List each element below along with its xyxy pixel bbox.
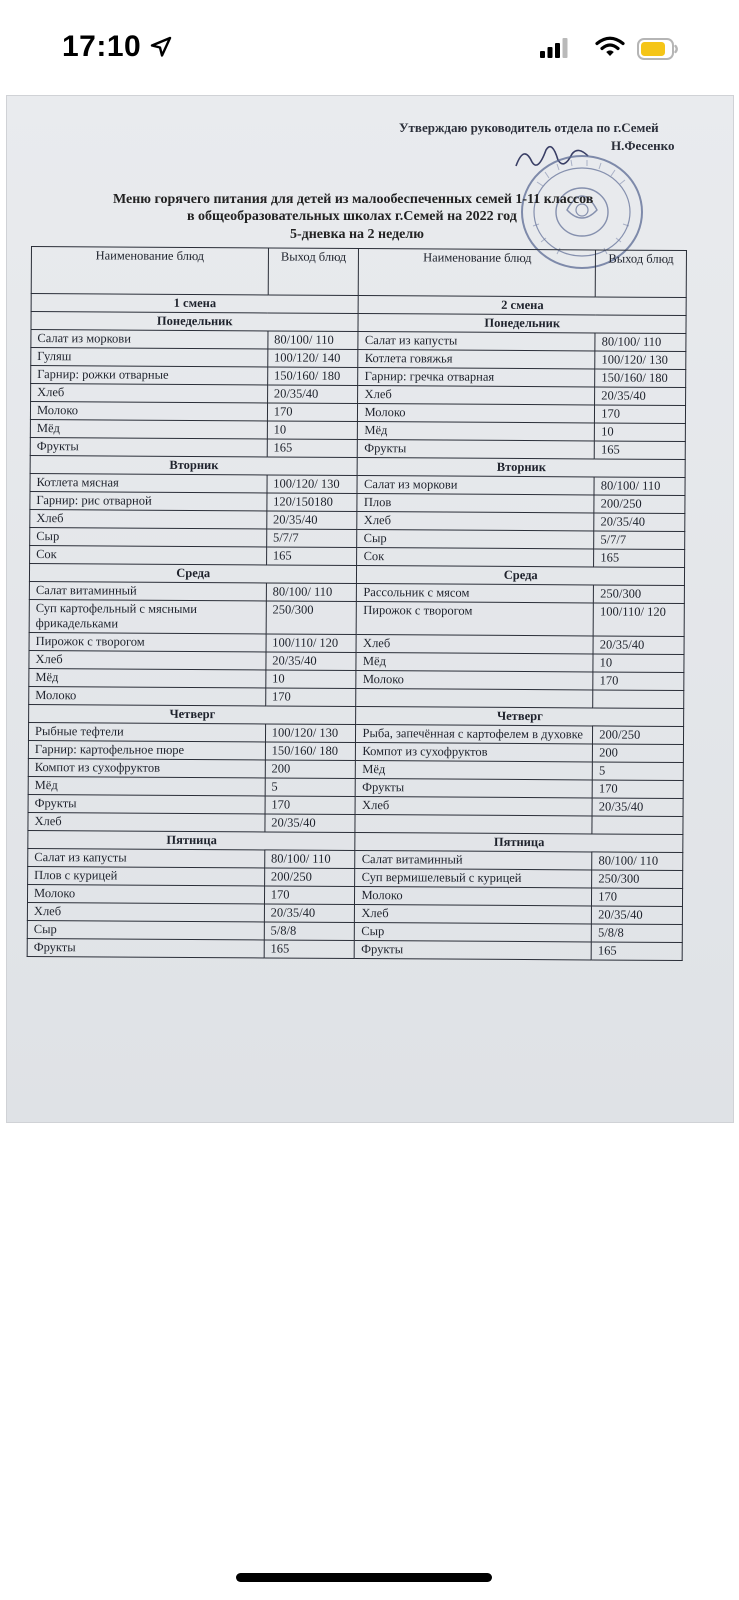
dish-name-cell: Мёд <box>358 422 595 441</box>
dish-name-cell: Компот из сухофруктов <box>28 758 265 777</box>
dish-name-cell: Молоко <box>358 404 595 423</box>
dish-output-cell: 20/35/40 <box>265 814 356 833</box>
dish-output-cell: 20/35/40 <box>595 387 686 406</box>
dish-name-cell: Хлеб <box>358 386 595 405</box>
dish-output-cell: 165 <box>264 940 355 959</box>
dish-output-cell: 100/120/ 130 <box>265 724 356 743</box>
dish-output-cell: 200/250 <box>594 495 685 514</box>
dish-output-cell: 170 <box>592 888 683 907</box>
dish-output-cell: 80/100/ 110 <box>592 852 683 871</box>
dish-name-cell: Сыр <box>27 920 264 939</box>
dish-output-cell: 80/100/ 110 <box>264 850 355 869</box>
dish-output-cell: 150/160/ 180 <box>265 742 356 761</box>
dish-output-cell: 250/300 <box>266 601 357 635</box>
dish-output-cell: 80/100/ 110 <box>268 331 359 350</box>
dish-name-cell: Сыр <box>355 922 592 941</box>
dish-name-cell: Рыбные тефтели <box>28 722 265 741</box>
dish-output-cell: 20/35/40 <box>592 798 683 817</box>
dish-name-cell: Мёд <box>356 652 593 671</box>
shift-2-label: 2 смена <box>359 296 687 316</box>
dish-output-cell: 170 <box>593 672 684 691</box>
dish-output-cell: 170 <box>265 688 356 707</box>
location-arrow-icon <box>150 36 172 63</box>
dish-output-cell: 80/100/ 110 <box>266 583 357 602</box>
dish-output-cell: 100/120/ 140 <box>268 349 359 368</box>
dish-output-cell: 200/250 <box>264 868 355 887</box>
dish-output-cell: 170 <box>265 796 356 815</box>
dish-output-cell: 5/7/7 <box>266 529 357 548</box>
day-label-shift-2: Пятница <box>355 832 683 852</box>
dish-output-cell: 200 <box>593 744 684 763</box>
dish-output-cell: 10 <box>266 670 357 689</box>
dish-name-cell: Хлеб <box>27 902 264 921</box>
dish-output-cell: 250/300 <box>592 870 683 889</box>
dish-name-cell: Молоко <box>355 886 592 905</box>
day-label-shift-1: Понедельник <box>31 312 359 332</box>
dish-output-cell: 10 <box>267 421 358 440</box>
dish-output-cell: 5 <box>265 778 356 797</box>
dish-output-cell: 150/160/ 180 <box>267 367 358 386</box>
dish-name-cell: Пирожок с творогом <box>29 632 266 651</box>
dish-name-cell: Плов <box>357 493 594 512</box>
wifi-icon <box>595 36 625 63</box>
dish-name-cell: Хлеб <box>30 509 267 528</box>
table-row <box>27 938 682 960</box>
dish-name-cell <box>356 688 593 707</box>
dish-name-cell: Мёд <box>28 776 265 795</box>
table-header-row <box>31 247 686 298</box>
dish-name-cell: Гуляш <box>31 348 268 367</box>
dish-output-cell: 170 <box>592 780 683 799</box>
status-time: 17:10 <box>62 30 142 63</box>
title-line-3: 5-дневка на 2 неделю <box>290 227 424 242</box>
day-label-shift-2: Понедельник <box>358 314 686 334</box>
dish-name-cell: Гарнир: рис отварной <box>30 491 267 510</box>
dish-output-cell: 165 <box>594 549 685 568</box>
dish-output-cell: 200 <box>265 760 356 779</box>
dish-name-cell: Молоко <box>356 670 593 689</box>
dish-name-cell: Молоко <box>29 686 266 705</box>
dish-name-cell: Хлеб <box>357 511 594 530</box>
document-photo[interactable] <box>7 96 733 1122</box>
dish-name-cell: Гарнир: гречка отварная <box>358 368 595 387</box>
dish-name-cell: Сок <box>357 547 594 566</box>
day-label-shift-1: Вторник <box>30 455 358 475</box>
day-label-shift-1: Среда <box>29 563 357 583</box>
dish-output-cell: 80/100/ 110 <box>594 477 685 496</box>
dish-output-cell: 20/35/40 <box>264 904 355 923</box>
dish-name-cell: Фрукты <box>30 437 267 456</box>
dish-output-cell: 170 <box>595 405 686 424</box>
dish-output-cell: 250/300 <box>594 585 685 604</box>
dish-name-cell: Хлеб <box>31 384 268 403</box>
dish-name-cell: Фрукты <box>356 778 593 797</box>
dish-output-cell: 5 <box>592 762 683 781</box>
day-label-shift-2: Среда <box>357 565 685 585</box>
dish-output-cell: 20/35/40 <box>267 511 358 530</box>
dish-output-cell: 150/160/ 180 <box>595 369 686 388</box>
dish-output-cell <box>593 690 684 709</box>
dish-name-cell: Фрукты <box>27 938 264 957</box>
battery-icon <box>637 38 679 65</box>
header-dish-2: Наименование блюд <box>359 249 596 297</box>
approval-line: Утверждаю руководитель отдела по г.Семей <box>399 120 659 135</box>
dish-name-cell: Сок <box>30 545 267 564</box>
dish-output-cell: 20/35/40 <box>593 636 684 655</box>
header-dish: Наименование блюд <box>31 247 268 295</box>
status-bar <box>0 0 739 100</box>
dish-name-cell: Салат из моркови <box>357 475 594 494</box>
dish-name-cell: Мёд <box>30 419 267 438</box>
dish-output-cell: 10 <box>593 654 684 673</box>
dish-name-cell: Сыр <box>30 527 267 546</box>
dish-name-cell: Фрукты <box>358 439 595 458</box>
dish-output-cell: 170 <box>264 886 355 905</box>
dish-name-cell: Салат из капусты <box>28 848 265 867</box>
dish-name-cell: Плов с курицей <box>28 866 265 885</box>
cellular-signal-icon <box>540 38 568 63</box>
home-indicator[interactable] <box>236 1573 492 1582</box>
day-label-shift-2: Четверг <box>356 706 684 726</box>
menu-sheet <box>7 96 733 1122</box>
dish-name-cell: Мёд <box>29 668 266 687</box>
dish-name-cell: Салат витаминный <box>355 850 592 869</box>
dish-output-cell <box>592 816 683 835</box>
dish-name-cell: Суп вермишелевый с курицей <box>355 868 592 887</box>
header-output-2: Выход блюд <box>595 250 686 298</box>
dish-output-cell: 165 <box>594 441 685 460</box>
dish-output-cell: 10 <box>595 423 686 442</box>
dish-name-cell: Салат из моркови <box>31 330 268 349</box>
dish-name-cell: Фрукты <box>28 794 265 813</box>
dish-output-cell: 165 <box>267 439 358 458</box>
title-line-2: в общеобразовательных школах г.Семей на 2022 год <box>187 209 517 224</box>
day-label-shift-2: Вторник <box>358 457 686 477</box>
dish-name-cell: Котлета говяжья <box>358 350 595 369</box>
dish-name-cell: Хлеб <box>357 634 594 653</box>
day-label-shift-1: Пятница <box>28 830 356 850</box>
dish-name-cell: Салат витаминный <box>29 581 266 600</box>
table-row <box>29 599 684 636</box>
dish-name-cell: Компот из сухофруктов <box>356 742 593 761</box>
dish-name-cell: Салат из капусты <box>358 332 595 351</box>
dish-name-cell: Хлеб <box>356 796 593 815</box>
dish-output-cell: 80/100/ 110 <box>595 333 686 352</box>
dish-output-cell: 5/8/8 <box>591 924 682 943</box>
dish-output-cell: 5/7/7 <box>594 531 685 550</box>
dish-name-cell: Гарнир: рожки отварные <box>31 366 268 385</box>
dish-name-cell: Котлета мясная <box>30 473 267 492</box>
dish-name-cell: Молоко <box>30 402 267 421</box>
dish-output-cell: 100/110/ 120 <box>593 603 684 637</box>
dish-name-cell: Сыр <box>357 529 594 548</box>
dish-output-cell: 20/35/40 <box>592 906 683 925</box>
dish-name-cell: Пирожок с творогом <box>357 601 594 635</box>
dish-output-cell: 100/120/ 130 <box>267 475 358 494</box>
dish-name-cell: Хлеб <box>28 812 265 831</box>
dish-name-cell: Фрукты <box>355 940 592 959</box>
dish-name-cell: Рассольник с мясом <box>357 583 594 602</box>
menu-table <box>27 246 687 961</box>
dish-output-cell: 165 <box>591 942 682 961</box>
dish-name-cell: Суп картофельный с мясными фрикадельками <box>29 599 266 633</box>
dish-output-cell: 20/35/40 <box>267 385 358 404</box>
dish-name-cell: Рыба, запечённая с картофелем в духовке <box>356 724 593 743</box>
dish-output-cell: 170 <box>267 403 358 422</box>
dish-name-cell: Хлеб <box>355 904 592 923</box>
approval-name: Н.Фесенко <box>611 138 675 153</box>
dish-name-cell: Мёд <box>356 760 593 779</box>
dish-output-cell: 100/110/ 120 <box>266 634 357 653</box>
day-label-shift-1: Четверг <box>29 704 357 724</box>
dish-name-cell: Гарнир: картофельное пюре <box>28 740 265 759</box>
dish-output-cell: 100/120/ 130 <box>595 351 686 370</box>
dish-output-cell: 165 <box>266 547 357 566</box>
dish-output-cell: 5/8/8 <box>264 922 355 941</box>
dish-output-cell: 120/150180 <box>267 493 358 512</box>
dish-name-cell: Молоко <box>27 884 264 903</box>
dish-output-cell: 20/35/40 <box>266 652 357 671</box>
dish-output-cell: 200/250 <box>593 726 684 745</box>
header-output: Выход блюд <box>268 248 359 296</box>
shift-1-label: 1 смена <box>31 294 359 314</box>
title-line-1: Меню горячего питания для детей из малообеспеченных семей 1-11 классов <box>113 192 594 207</box>
dish-output-cell: 20/35/40 <box>594 513 685 532</box>
dish-name-cell <box>355 814 592 833</box>
dish-name-cell: Хлеб <box>29 650 266 669</box>
